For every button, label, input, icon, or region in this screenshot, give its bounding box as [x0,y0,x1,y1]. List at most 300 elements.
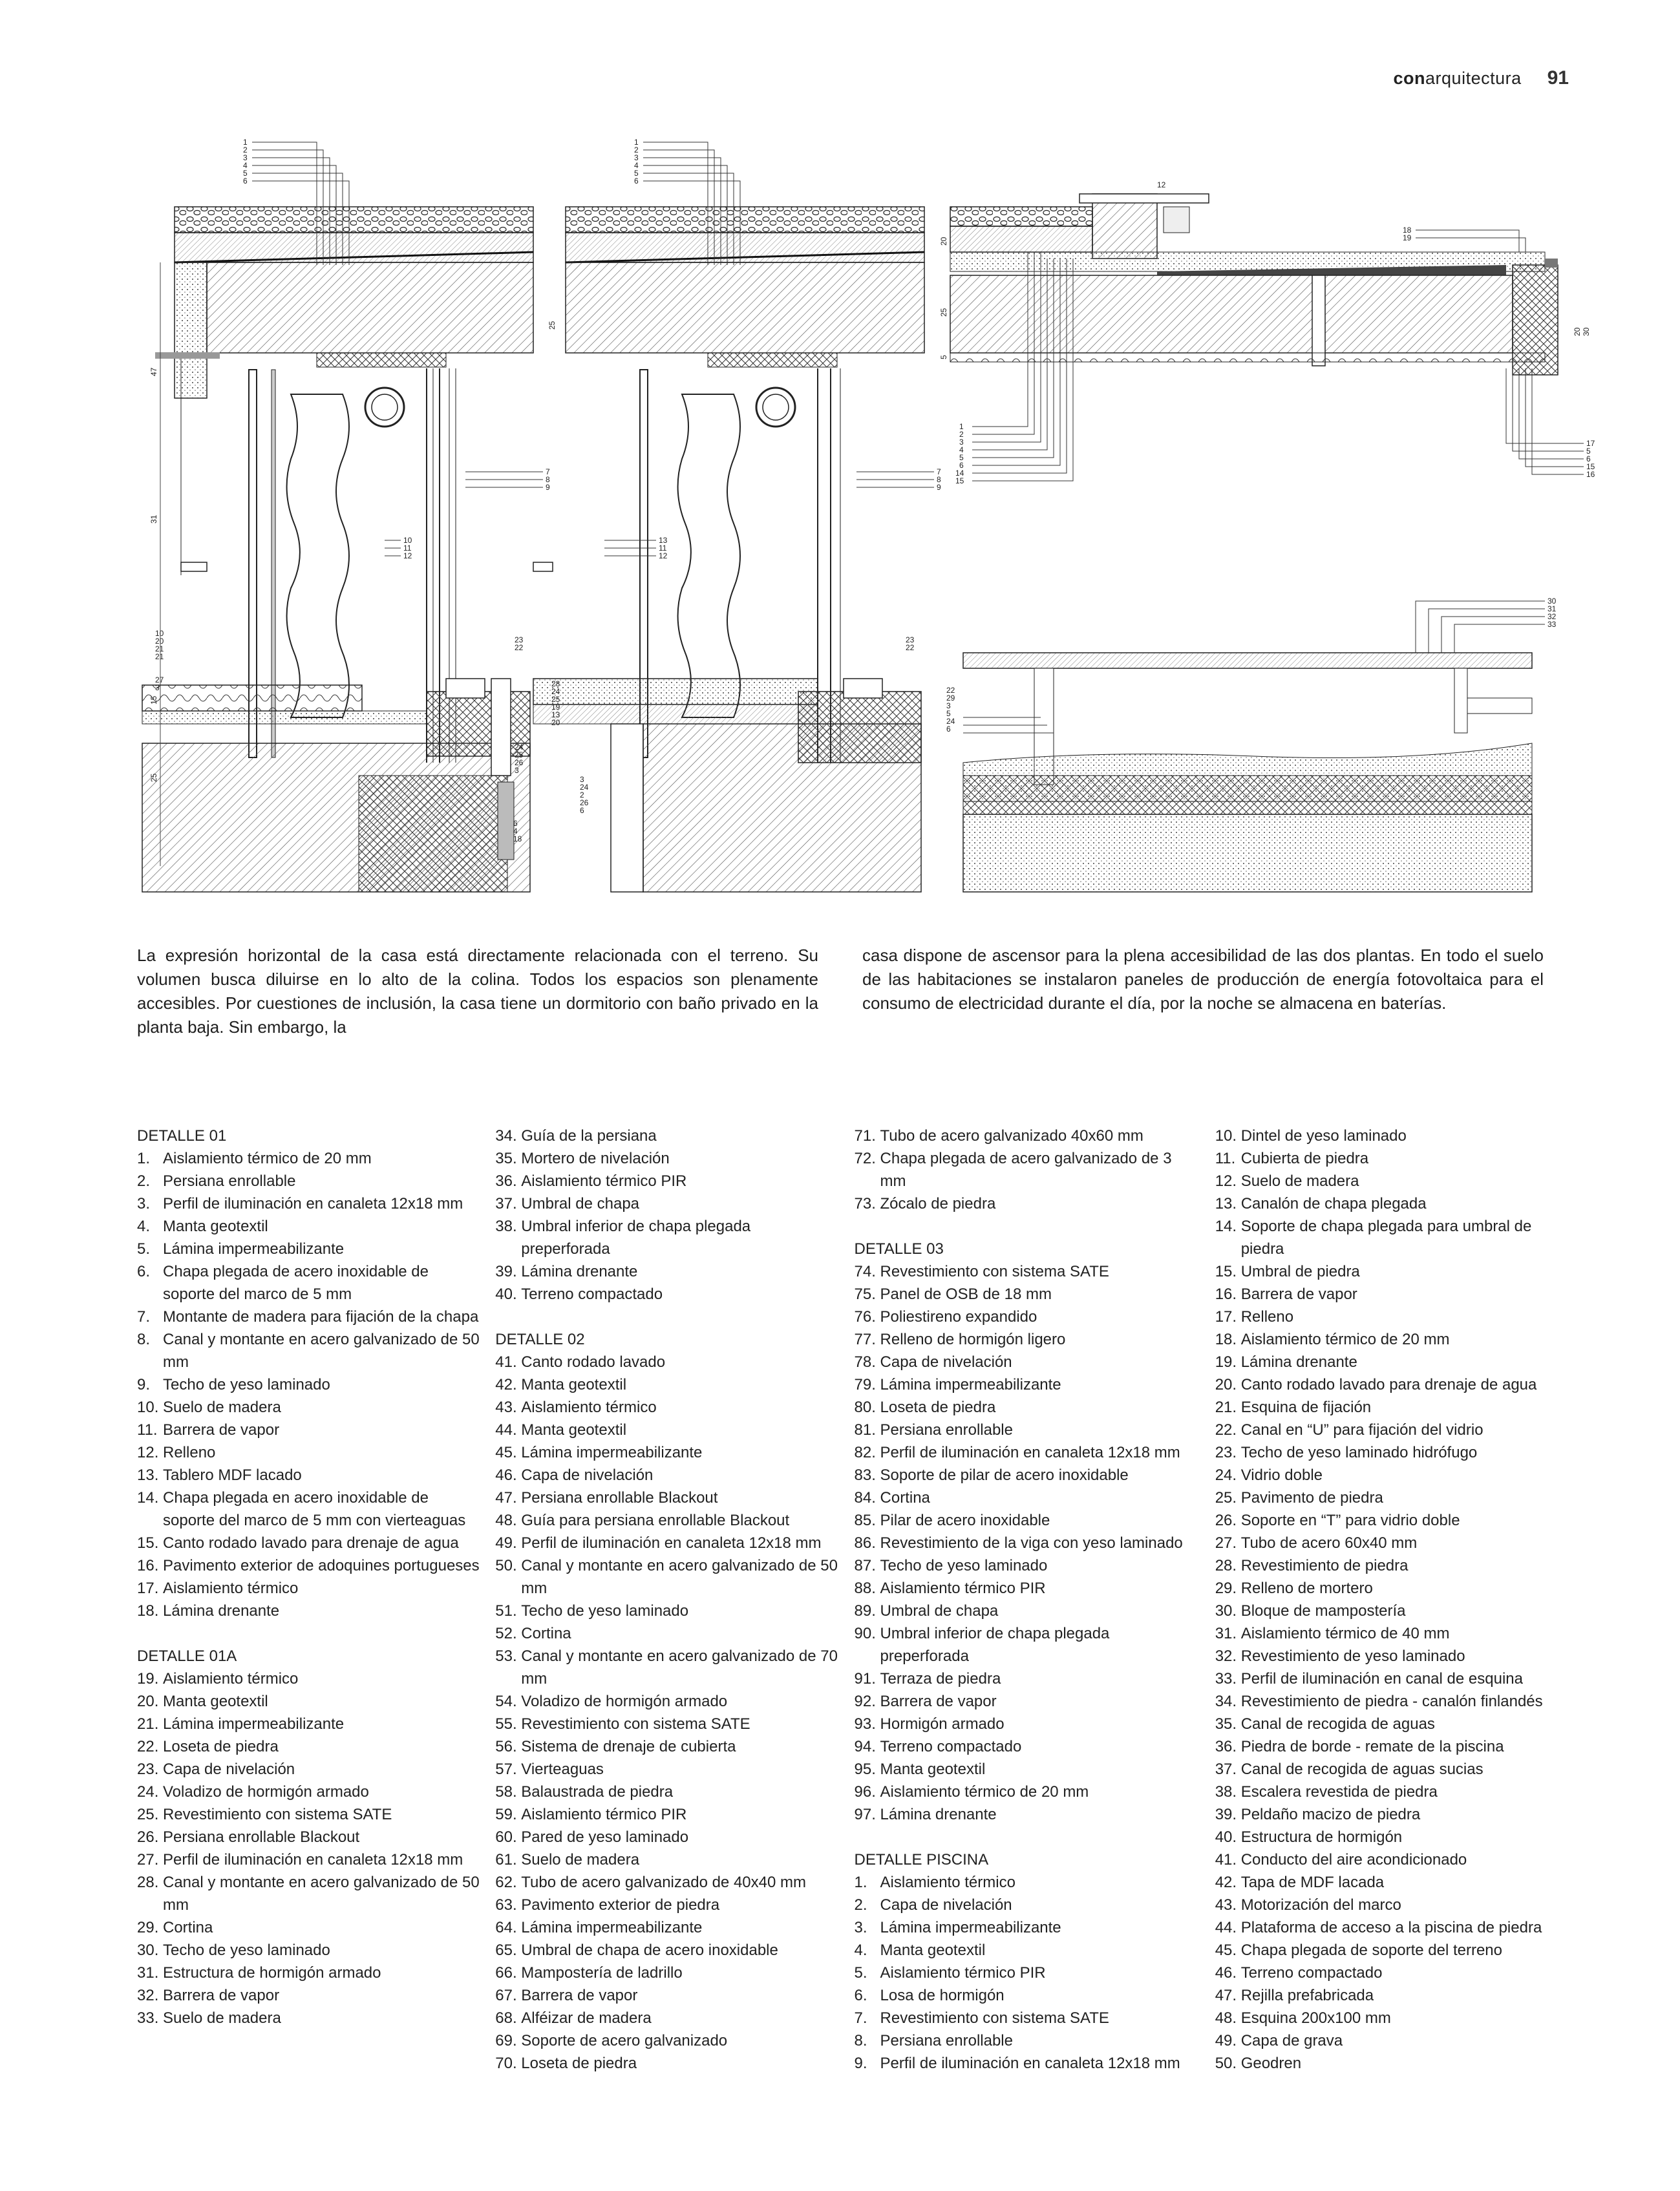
legend-item [137,1600,495,1622]
legend-item [1215,1147,1572,1170]
dim-a-5: 25 [548,321,557,330]
legend-item-number: 46. [1215,1964,1237,1982]
legend-item [137,1667,495,1690]
legend-item [1215,1645,1572,1667]
legend-item [855,1373,1215,1396]
legend-item-number: 88. [854,1580,876,1597]
callout-a-l2-2: 3 [155,683,160,692]
legend-item-text: Umbral de chapa [880,1602,999,1620]
callout-b-r3-2: 22 [906,643,915,652]
legend-item-number: 49. [495,1534,517,1552]
legend-item [1215,1735,1572,1758]
legend-item-text: Barrera de vapor [163,1421,280,1439]
legend-item-text: Poliestireno expandido [880,1308,1037,1326]
magazine-brand [1394,69,1522,89]
legend-item-number: 33. [137,2009,159,2027]
legend-item-text: Barrera de vapor [163,1987,280,2004]
legend-item-number: 9. [137,1376,151,1393]
callout-a-l2-1: 27 [155,675,164,684]
legend-item-text: Techo de yeso laminado hidrófugo [1240,1444,1478,1461]
legend-item [137,1170,495,1192]
legend-item [855,1600,1215,1622]
legend-item-text: Guía para persiana enrollable Blackout [521,1512,790,1529]
legend-item [495,1758,854,1781]
body-paragraph-right: casa dispone de ascensor para la plena accesibilidad de las dos plantas. En todo el suelo de las habitaciones se instalaron paneles de producción de energía fotovoltaica para el consumo de electricidad durante el día, por la noche se almacena en baterías. [862,946,1544,1013]
legend-item-text: Guía de la persiana [521,1127,657,1145]
callout-a-b-2: 4 [513,827,518,836]
legend-item-number: 40. [495,1286,517,1303]
legend-item [137,1690,495,1713]
legend-item [855,1283,1215,1306]
legend-item-text: Capa de nivelación [163,1761,295,1778]
legend-item-number: 71. [854,1127,876,1145]
legend-item-number: 27. [1215,1534,1237,1552]
callout-a-b-1: 6 [513,819,518,828]
page-number: 91 [1547,67,1569,89]
legend-item-number: 76. [854,1308,876,1326]
legend-item [1215,1939,1572,1962]
callout-c-r-4: 15 [1586,462,1595,471]
legend-item-text: Dintel de yeso laminado [1240,1127,1407,1145]
legend-item-text: Pilar de acero inoxidable [880,1512,1050,1529]
legend-item-text: Cubierta de piedra [1240,1150,1369,1167]
legend-item-number: 60. [495,1828,517,1846]
legend-item-number: 51. [495,1602,517,1620]
legend-group [495,1328,854,2075]
legend-item [495,1487,854,1509]
callout-b-top-4: 4 [634,161,639,170]
callout-c-r-3: 6 [1586,454,1591,463]
legend-item-text: Lámina drenante [880,1806,997,1823]
legend-item-text: Peldaño macizo de piedra [1240,1806,1421,1823]
legend-item-text: Canal y montante en acero galvanizado de 50 mm [163,1874,480,1914]
legend-item-text: Cortina [521,1625,571,1642]
dim-c-2: 25 [939,308,948,317]
dim-c-top: 12 [1157,180,1166,189]
legend-item-text: Tablero MDF lacado [163,1466,302,1484]
legend-item [495,1441,854,1464]
legend-item-number: 73. [854,1195,876,1212]
detail-c [939,180,1595,485]
legend-item-number: 43. [1215,1896,1237,1914]
dim-c-1: 20 [939,237,948,246]
legend-item [1215,1328,1572,1351]
legend-item-text: Mampostería de ladrillo [521,1964,683,1982]
legend-item [137,1238,495,1260]
legend-item-number: 37. [1215,1761,1237,1778]
legend-item [855,1962,1215,1984]
legend-item [1215,1260,1572,1283]
legend-item-text: Mortero de nivelación [521,1150,670,1167]
page-header [1394,67,1569,89]
legend-item [495,2007,854,2029]
legend-item-number: 26. [137,1828,159,1846]
legend-item-number: 3. [137,1195,151,1212]
callout-d-r-1: 30 [1547,597,1557,606]
legend-item-text: Relleno de hormigón ligero [880,1331,1066,1348]
legend-item [1215,1803,1572,1826]
legend-item-number: 17. [137,1580,159,1597]
legend-item-text: Loseta de piedra [521,2055,637,2072]
legend-item-text: Manta geotextil [880,1761,986,1778]
legend-item-text: Canal y montante en acero galvanizado de 50 mm [521,1557,838,1597]
brand-prefix: con [1393,69,1426,88]
legend-item-number: 70. [495,2055,517,2072]
legend-item-number: 6. [854,1987,867,2004]
legend-item-number: 19. [137,1670,159,1688]
legend-item [137,1984,495,2007]
legend-item-text: Lámina impermeabilizante [880,1919,1061,1936]
legend-item-text: Terreno compactado [880,1738,1022,1755]
callout-b-r1-2: 8 [937,475,941,484]
legend-item-number: 16. [1215,1286,1237,1303]
legend-item [137,1532,495,1554]
legend-item-text: Losa de hormigón [880,1987,1005,2004]
legend-item-text: Lámina drenante [163,1602,280,1620]
callout-d-l-1: 22 [946,686,955,695]
callout-a-top-1: 1 [243,138,248,147]
legend-item-text: Panel de OSB de 18 mm [880,1286,1052,1303]
legend-item-text: Aislamiento térmico de 40 mm [1240,1625,1450,1642]
callout-a-r3-2: 22 [515,643,524,652]
legend-item [1215,1192,1572,1215]
legend-item [1215,1396,1572,1419]
legend-item [855,1622,1215,1667]
legend-item-text: Tubo de acero galvanizado de 40x40 mm [521,1874,806,1891]
legend-item [495,1554,854,1600]
callout-a-r2-1: 10 [403,536,412,545]
legend-item-number: 24. [137,1783,159,1801]
legend-item-text: Persiana enrollable [880,1421,1013,1439]
legend-item [855,1147,1215,1192]
legend-item-number: 14. [137,1489,159,1507]
callout-b-r2-2: 11 [659,544,667,553]
legend-item-text: Terreno compactado [521,1286,663,1303]
legend-item [1215,2007,1572,2029]
legend-item [1215,1373,1572,1396]
legend-item-text: Perfil de iluminación en canaleta 12x18 mm [880,1444,1180,1461]
legend-item [495,2029,854,2052]
legend-item-text: Perfil de iluminación en canaleta 12x18 mm [163,1195,463,1212]
legend-item-number: 12. [137,1444,159,1461]
legend-item-number: 10. [137,1399,159,1416]
legend-item [137,1260,495,1306]
legend-item [855,1351,1215,1373]
legend-item [495,1147,854,1170]
legend-item-text: Hormigón armado [880,1715,1005,1733]
legend-item-text: Perfil de iluminación en canaleta 12x18 mm [521,1534,822,1552]
legend-item-number: 7. [137,1308,151,1326]
legend-item-number: 25. [1215,1489,1237,1507]
legend-item-number: 94. [854,1738,876,1755]
article-body [137,944,1544,1039]
legend-item-text: Lámina impermeabilizante [163,1715,345,1733]
legend-item-text: Relleno [1240,1308,1294,1326]
legend-item-number: 21. [137,1715,159,1733]
legend-item-number: 32. [1215,1647,1237,1665]
legend-item-number: 35. [495,1150,517,1167]
legend-item [1215,1871,1572,1894]
legend-item [137,1441,495,1464]
legend-item-number: 23. [1215,1444,1237,1461]
callout-a-top-6: 6 [243,176,248,185]
legend-item-number: 18. [137,1602,159,1620]
legend-item [137,1577,495,1600]
legend-item [495,1826,854,1848]
callout-a-l-2: 20 [155,637,164,646]
legend-column [1215,1125,1572,2075]
legend-group-title: DETALLE 01A [137,1647,237,1665]
legend-item [137,2007,495,2029]
legend-group [137,1125,495,1622]
legend-item-number: 67. [495,1987,517,2004]
legend-item [495,1848,854,1871]
legend-item-number: 50. [495,1557,517,1574]
legend-item-number: 19. [1215,1353,1237,1371]
legend-item-text: Canal de recogida de aguas sucias [1240,1761,1483,1778]
legend-item [495,1622,854,1645]
legend-item [855,1554,1215,1577]
legend-item [1215,1600,1572,1622]
legend-item [495,1803,854,1826]
legend-item-text: Tapa de MDF lacada [1240,1874,1385,1891]
callout-a-l-3: 21 [155,644,164,653]
callout-b-r2-3: 12 [659,551,668,560]
legend-item-number: 21. [1215,1399,1237,1416]
callout-a-top-5: 5 [243,169,248,178]
legend-item [1215,2052,1572,2075]
callout-a-r2-3: 12 [403,551,412,560]
legend-item-number: 27. [137,1851,159,1868]
legend-item-number: 39. [495,1263,517,1280]
legend-item [1215,1894,1572,1916]
legend-item [137,1328,495,1373]
legend-item-number: 30. [137,1942,159,1959]
callout-a-l-4: 21 [155,652,164,661]
legend-item [1215,1690,1572,1713]
legend-item-text: Soporte de chapa plegada para umbral de piedra [1240,1218,1532,1258]
legend-item-text: Umbral inferior de chapa plegada preperforada [880,1625,1110,1665]
legend-item-number: 38. [1215,1783,1237,1801]
callout-c-l-2: 2 [959,430,964,439]
legend-item-number: 74. [854,1263,876,1280]
legend-item [855,1487,1215,1509]
legend-item [1215,1826,1572,1848]
legend-item-number: 43. [495,1399,517,1416]
legend-group-title: DETALLE 02 [495,1331,585,1348]
callout-b-r1-1: 7 [937,467,941,476]
legend-item [495,1419,854,1441]
legend-item-text: Revestimiento de piedra [1240,1557,1409,1574]
legend-item-number: 1. [854,1874,867,1891]
legend-item [1215,1781,1572,1803]
legend-item [855,1713,1215,1735]
legend-item-text: Capa de grava [1240,2032,1343,2049]
legend-item-text: Umbral de piedra [1240,1263,1360,1280]
legend-item-text: Montante de madera para fijación de la chapa [163,1308,479,1326]
callout-b-b-3: 2 [580,790,584,799]
legend-item-number: 84. [854,1489,876,1507]
legend-column [495,1125,854,2075]
legend-item-number: 30. [1215,1602,1237,1620]
legend-item [855,2007,1215,2029]
dim-a-4: 25 [149,773,158,782]
legend-item-text: Geodren [1240,2055,1302,2072]
legend-item [495,1713,854,1735]
callout-b-top-5: 5 [634,169,639,178]
legend-item-text: Revestimiento con sistema SATE [880,2009,1109,2027]
legend-item [137,1419,495,1441]
legend-item-number: 8. [854,2032,867,2049]
legend-item-number: 92. [854,1693,876,1710]
legend-item-number: 69. [495,2032,517,2049]
legend-item [137,1781,495,1803]
legend-item-number: 82. [854,1444,876,1461]
legend-item-number: 1. [137,1150,151,1167]
legend-item-number: 47. [1215,1987,1237,2004]
detail-legend [137,1125,1572,2075]
legend-group-title: DETALLE 01 [137,1127,227,1145]
legend-item [495,1215,854,1260]
legend-item [855,1577,1215,1600]
legend-item [855,1125,1215,1147]
legend-item-number: 57. [495,1761,517,1778]
legend-item-text: Terreno compactado [1240,1964,1383,1982]
legend-item-number: 59. [495,1806,517,1823]
legend-item [1215,1487,1572,1509]
legend-item-number: 54. [495,1693,517,1710]
legend-item-text: Suelo de madera [521,1851,640,1868]
legend-item [137,1962,495,1984]
legend-item-number: 26. [1215,1512,1237,1529]
legend-item-number: 28. [137,1874,159,1891]
callout-c-r-2: 5 [1586,447,1591,456]
legend-item-number: 22. [137,1738,159,1755]
legend-item [137,1803,495,1826]
callout-a-top-3: 3 [243,153,248,162]
legend-item [855,1306,1215,1328]
callout-a-r1-3: 9 [546,483,550,492]
legend-item [137,1758,495,1781]
legend-item-text: Relleno [163,1444,216,1461]
callout-b-l-2: 24 [551,687,560,696]
legend-item-number: 28. [1215,1557,1237,1574]
legend-item-number: 89. [854,1602,876,1620]
legend-item-text: Lámina drenante [521,1263,638,1280]
legend-item-text: Revestimiento de la viga con yeso laminado [880,1534,1183,1552]
legend-item-number: 14. [1215,1218,1237,1235]
legend-item-text: Voladizo de hormigón armado [521,1693,728,1710]
legend-item-text: Piedra de borde - remate de la piscina [1240,1738,1504,1755]
legend-item-number: 9. [854,2055,867,2072]
legend-item-text: Umbral inferior de chapa plegada preperforada [521,1218,751,1258]
legend-item [137,1147,495,1170]
legend-item-text: Canalón de chapa plegada [1240,1195,1427,1212]
detail-a-roller-blind-icon [365,388,404,427]
legend-item [855,2052,1215,2075]
dim-a-1: 47 [149,367,158,376]
legend-item-number: 34. [495,1127,517,1145]
legend-item [1215,1916,1572,1939]
legend-item [495,1984,854,2007]
callout-a-l-1: 10 [155,629,164,638]
legend-item [495,1871,854,1894]
legend-item-number: 90. [854,1625,876,1642]
legend-item-text: Manta geotextil [880,1942,986,1959]
legend-item-text: Chapa plegada de soporte del terreno [1240,1942,1502,1959]
legend-item-number: 81. [854,1421,876,1439]
legend-item-text: Manta geotextil [521,1421,627,1439]
legend-item-text: Balaustrada de piedra [521,1783,674,1801]
legend-item-text: Aislamiento térmico de 20 mm [1240,1331,1450,1348]
legend-item [495,1532,854,1554]
callout-b-b-2: 24 [580,783,589,792]
legend-item [855,1419,1215,1441]
dim-c-5: 30 [1582,327,1591,336]
legend-item-text: Suelo de madera [163,2009,281,2027]
legend-item-text: Bloque de mampostería [1240,1602,1406,1620]
legend-item-text: Estructura de hormigón [1240,1828,1403,1846]
legend-item-text: Techo de yeso laminado [163,1376,330,1393]
legend-item-text: Aislamiento térmico PIR [880,1964,1046,1982]
legend-item [495,1373,854,1396]
legend-item-number: 72. [854,1150,876,1167]
legend-item-text: Aislamiento térmico PIR [880,1580,1046,1597]
callout-a-top-4: 4 [243,161,248,170]
legend-item-text: Aislamiento térmico de 20 mm [880,1783,1089,1801]
legend-item-number: 49. [1215,2032,1237,2049]
callout-d-l-2: 29 [946,693,955,703]
legend-item-text: Techo de yeso laminado [163,1942,330,1959]
callout-a-r4-4: 3 [515,766,519,775]
legend-column [137,1125,495,2075]
legend-item-number: 25. [137,1806,159,1823]
callout-a-r1-1: 7 [546,467,550,476]
legend-item-text: Persiana enrollable [163,1172,296,1190]
legend-item-text: Soporte en “T” para vidrio doble [1240,1512,1460,1529]
callout-d-l-6: 6 [946,725,951,734]
detail-a-concrete-slab [207,262,533,353]
callout-b-b-1: 3 [580,775,584,784]
detail-a-floor-insulation [142,685,362,711]
legend-item-number: 86. [854,1534,876,1552]
legend-item [855,2029,1215,2052]
legend-item [495,1962,854,1984]
legend-item [137,1554,495,1577]
legend-item-text: Aislamiento térmico [163,1580,299,1597]
legend-item-text: Umbral de chapa [521,1195,640,1212]
detail-a [142,138,557,892]
legend-item [495,1600,854,1622]
legend-item-number: 46. [495,1466,517,1484]
legend-item-number: 83. [854,1466,876,1484]
legend-item-text: Persiana enrollable Blackout [163,1828,360,1846]
legend-item [495,1939,854,1962]
legend-item [855,1328,1215,1351]
legend-item-text: Chapa plegada de acero galvanizado de 3 mm [880,1150,1172,1190]
legend-item [855,1464,1215,1487]
legend-item [137,1192,495,1215]
legend-item-text: Alféizar de madera [521,2009,652,2027]
callout-b-l-1: 28 [551,679,560,688]
legend-item-text: Aislamiento térmico [880,1874,1015,1891]
legend-item-text: Tubo de acero 60x40 mm [1240,1534,1418,1552]
callout-c-l-5: 5 [959,453,964,462]
callout-b-l-6: 20 [551,718,560,727]
legend-item-text: Revestimiento con sistema SATE [163,1806,392,1823]
legend-item-number: 91. [854,1670,876,1688]
legend-item-number: 96. [854,1783,876,1801]
